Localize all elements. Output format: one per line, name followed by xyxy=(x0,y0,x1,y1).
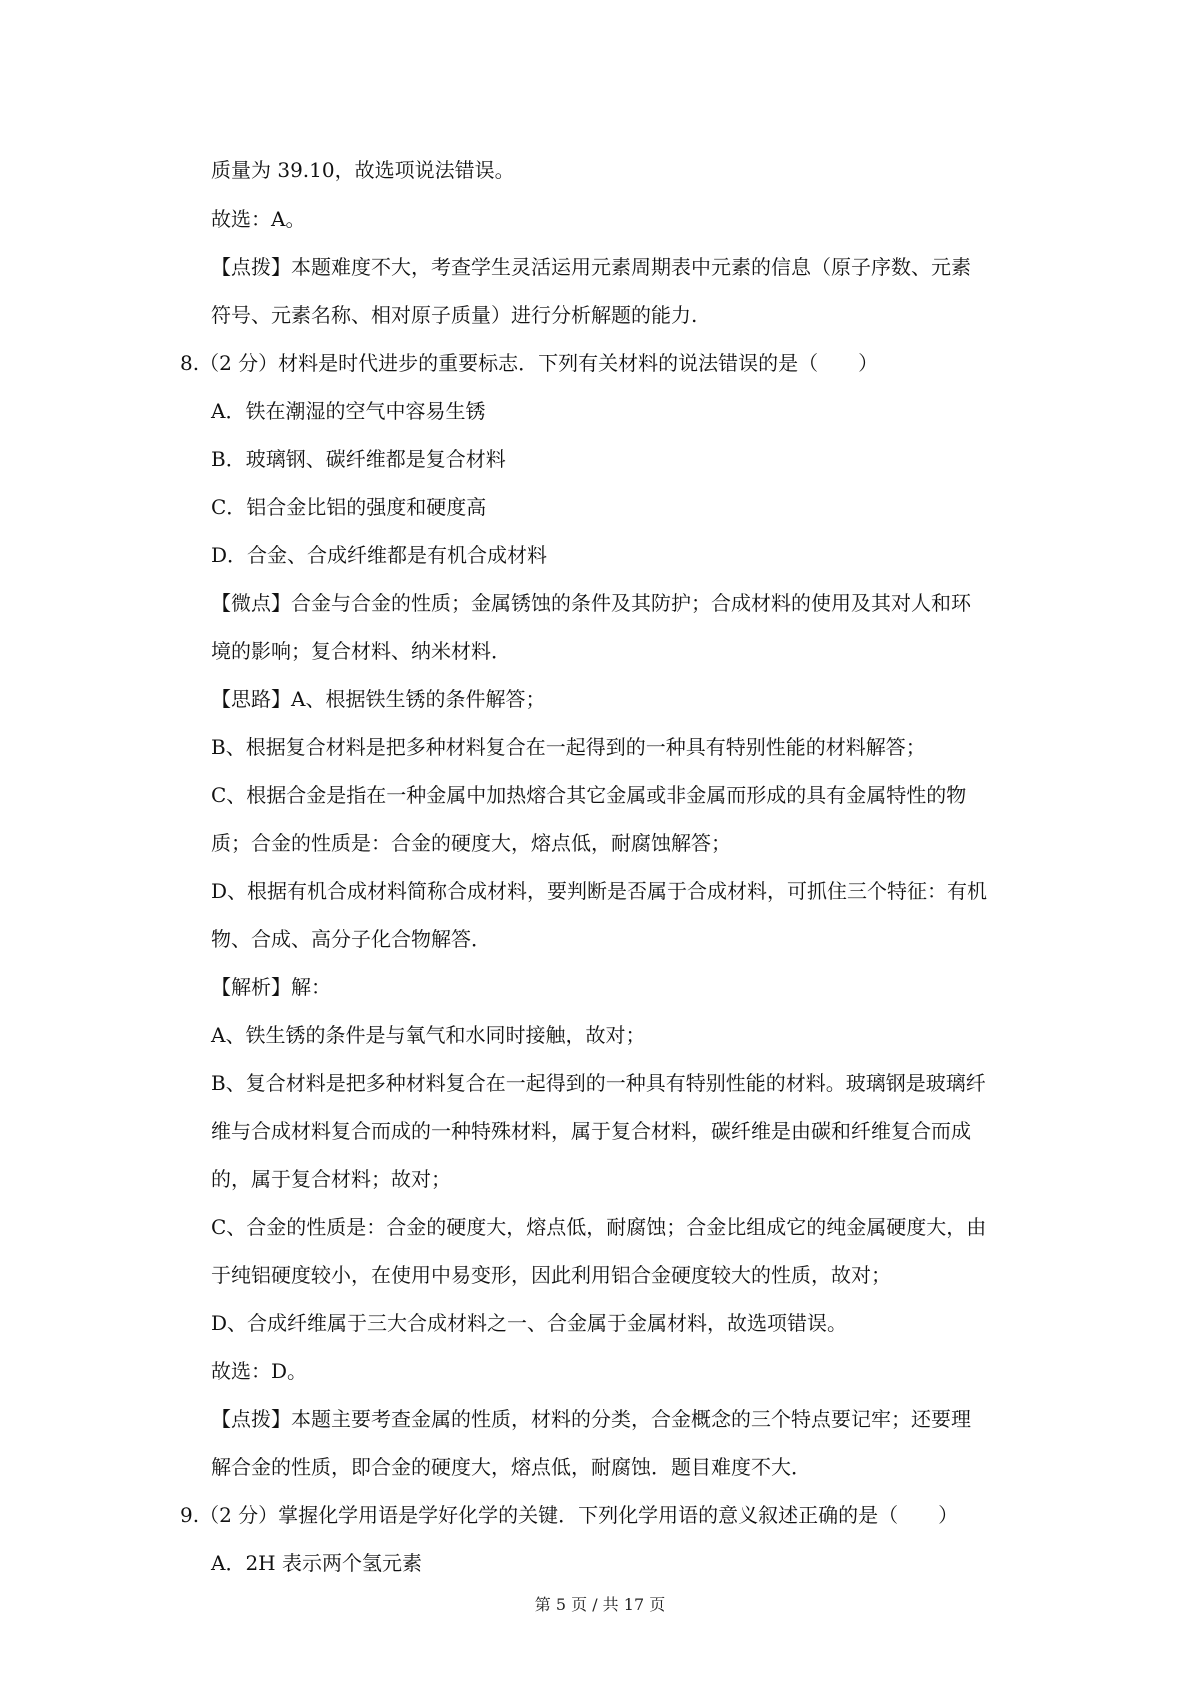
option-a: A．2H 表示两个氢元素 xyxy=(211,1551,422,1575)
text-line: B、根据复合材料是把多种材料复合在一起得到的一种具有特别性能的材料解答； xyxy=(211,735,926,759)
option-d: D．合金、合成纤维都是有机合成材料 xyxy=(211,543,548,567)
text-line: 的，属于复合材料；故对； xyxy=(211,1167,451,1191)
text-line: 【点拨】本题难度不大，考查学生灵活运用元素周期表中元素的信息（原子序数、元素 xyxy=(211,255,971,279)
question-stem: 9.（2 分）掌握化学用语是学好化学的关键．下列化学用语的意义叙述正确的是（ ） xyxy=(180,1503,959,1527)
text-line: C、根据合金是指在一种金属中加热熔合其它金属或非金属而形成的具有金属特性的物 xyxy=(211,783,967,807)
text-line: 【微点】合金与合金的性质；金属锈蚀的条件及其防护；合成材料的使用及其对人和环 xyxy=(211,591,971,615)
page-number: 第 5 页 / 共 17 页 xyxy=(534,1595,666,1614)
text-line: 符号、元素名称、相对原子质量）进行分析解题的能力. xyxy=(211,303,698,327)
text-line: B、复合材料是把多种材料复合在一起得到的一种具有特别性能的材料。玻璃钢是玻璃纤 xyxy=(211,1071,986,1095)
text-line: 境的影响；复合材料、纳米材料． xyxy=(211,639,511,663)
option-c: C．铝合金比铝的强度和硬度高 xyxy=(211,495,487,519)
text-line: C、合金的性质是：合金的硬度大，熔点低，耐腐蚀；合金比组成它的纯金属硬度大，由 xyxy=(211,1215,987,1239)
text-line: 解合金的性质，即合金的硬度大，熔点低，耐腐蚀．题目难度不大． xyxy=(211,1455,811,1479)
text-line: A、铁生锈的条件是与氧气和水同时接触，故对； xyxy=(211,1023,646,1047)
text-line: D、根据有机合成材料简称合成材料，要判断是否属于合成材料，可抓住三个特征：有机 xyxy=(211,879,988,903)
text-line: 【点拨】本题主要考查金属的性质，材料的分类，合金概念的三个特点要记牢；还要理 xyxy=(211,1407,971,1431)
text-line: 【解析】解： xyxy=(211,975,331,999)
text-line: D、合成纤维属于三大合成材料之一、合金属于金属材料，故选项错误。 xyxy=(211,1311,848,1335)
option-b: B．玻璃钢、碳纤维都是复合材料 xyxy=(211,447,506,471)
text-line: 质量为 39.10，故选项说法错误。 xyxy=(211,158,515,182)
text-line: 物、合成、高分子化合物解答． xyxy=(211,927,491,951)
text-line: 维与合成材料复合而成的一种特殊材料，属于复合材料，碳纤维是由碳和纤维复合而成 xyxy=(211,1119,971,1143)
text-line: 故选：D。 xyxy=(211,1359,308,1383)
text-line: 【思路】A、根据铁生锈的条件解答； xyxy=(211,687,546,711)
text-line: 故选：A。 xyxy=(211,207,306,231)
question-stem: 8.（2 分）材料是时代进步的重要标志．下列有关材料的说法错误的是（ ） xyxy=(180,351,879,375)
text-line: 质；合金的性质是：合金的硬度大，熔点低，耐腐蚀解答； xyxy=(211,831,731,855)
text-line: 于纯铝硬度较小，在使用中易变形，因此利用铝合金硬度较大的性质，故对； xyxy=(211,1263,891,1287)
option-a: A．铁在潮湿的空气中容易生锈 xyxy=(211,399,486,423)
